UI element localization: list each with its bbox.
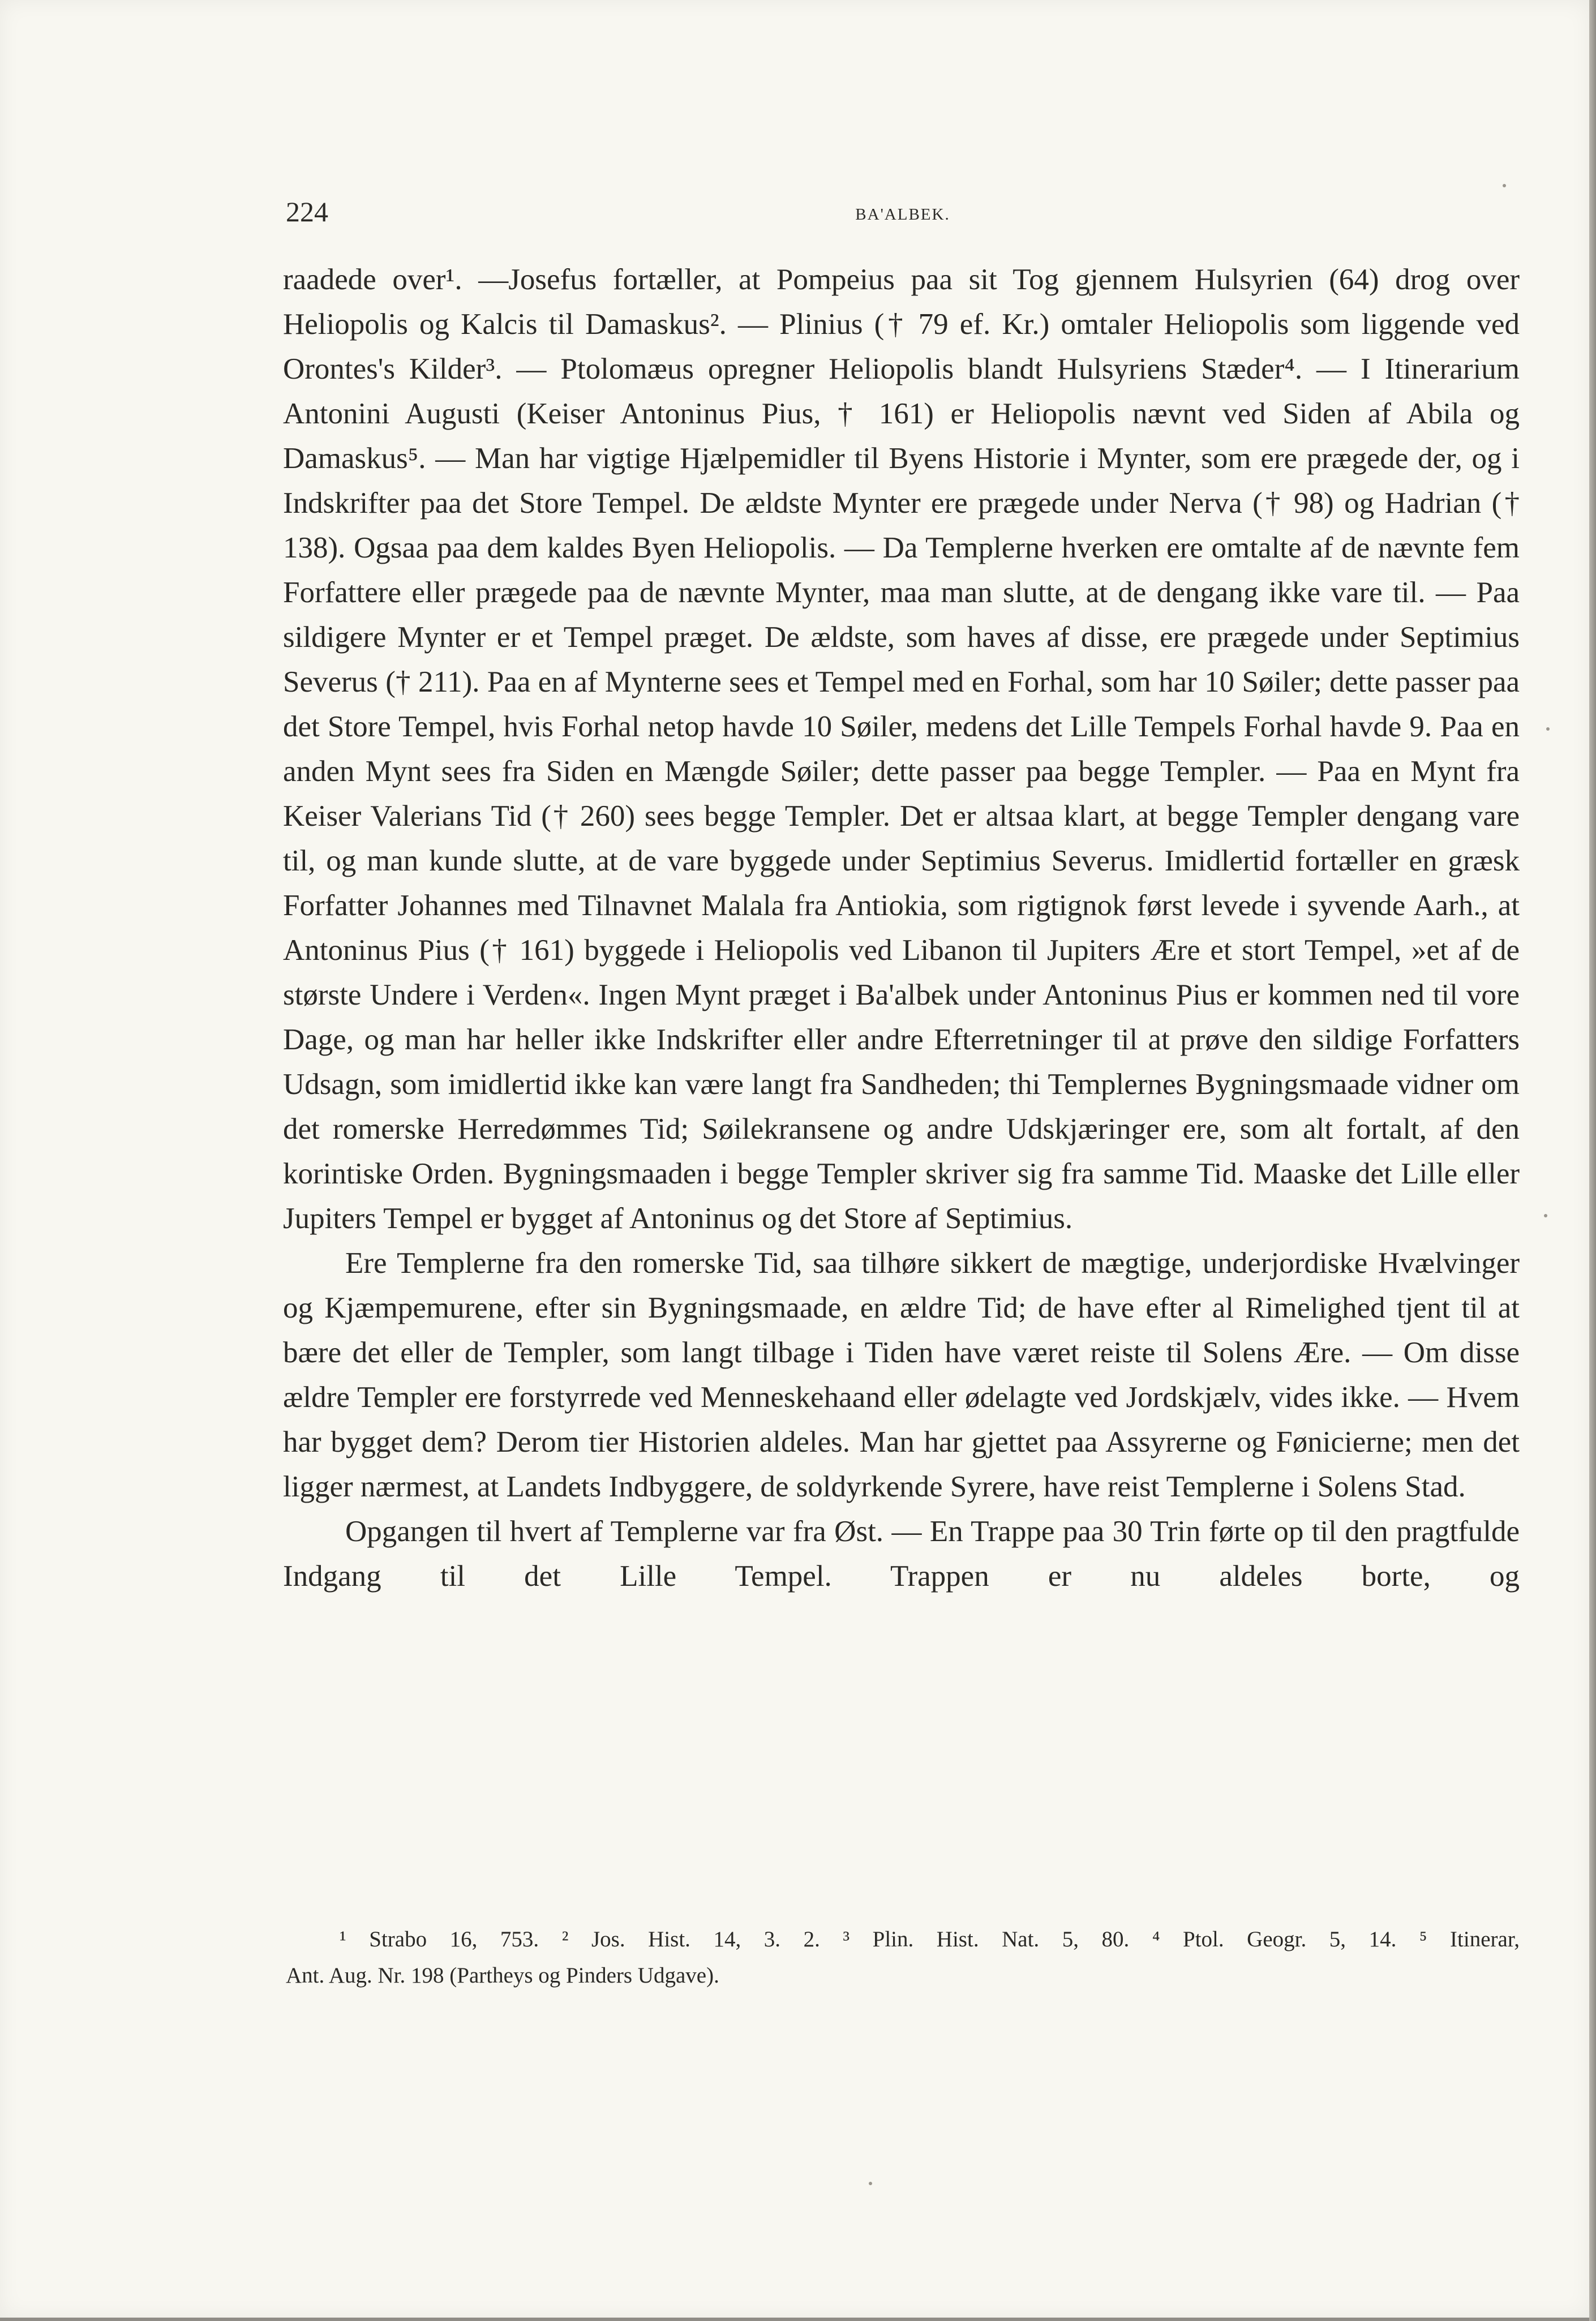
paper-speck [869, 2182, 872, 2185]
paragraph-3: Opgangen til hvert af Templerne var fra Øst. — En Trappe paa 30 Trin førte op til den pragtfulde Indgang til det Lille Tempel. Trappen er nu aldeles borte, og [283, 1515, 1520, 1593]
paper-speck [1503, 184, 1506, 187]
paper-speck [1544, 1214, 1547, 1217]
paragraph-2: Ere Templerne fra den romerske Tid, saa tilhøre sikkert de mægtige, underjordiske Hvælvinger og Kjæmpemurene, efter sin Bygningsmaade, en ældre Tid; de have efter al Rimelighed tjent til at bære det eller de Templer, som langt tilbage i Tiden have været reiste til Solens Ære. — Om disse ældre Templer ere forstyrrede ved Menneskehaand eller ødelagte ved Jordskjælv, vides ikke. — Hvem har bygget dem? Derom tier Historien aldeles. Man har gjettet paa Assyrerne og Fønicierne; men det ligger nærmest, at Landets Indbyggere, de soldyrkende Syrere, have reist Templerne i Solens Stad. [283, 1247, 1520, 1503]
page-number: 224 [286, 196, 328, 228]
body-text [283, 258, 1520, 1599]
page-header [286, 195, 1520, 241]
paper-speck [1546, 727, 1550, 731]
running-head: BA'ALBEK. [855, 205, 950, 224]
footnote-line-1: ¹ Strabo 16, 753. ² Jos. Hist. 14, 3. 2. ³ Plin. Hist. Nat. 5, 80. ⁴ Ptol. Geogr. 5, 14. ⁵ Itinerar, [340, 1927, 1520, 1951]
paragraph-1: raadede over¹. —Josefus fortæller, at Pompeius paa sit Tog gjennem Hulsyrien (64) drog over Heliopolis og Kalcis til Damaskus². — Plinius († 79 ef. Kr.) omtaler Heliopolis som liggende ved Orontes's Kilder³. — Ptolomæus opregner Heliopolis blandt Hulsyriens Stæder⁴. — I Itinerarium Antonini Augusti (Keiser Antoninus Pius, † 161) er Heliopolis nævnt ved Siden af Abila og Damaskus⁵. — Man har vigtige Hjælpemidler til Byens Historie i Mynter, som ere prægede der, og i Indskrifter paa det Store Tempel. De ældste Mynter ere prægede under Nerva († 98) og Hadrian († 138). Ogsaa paa dem kaldes Byen Heliopolis. — Da Templerne hverken ere omtalte af de nævnte fem Forfattere eller prægede paa de nævnte Mynter, maa man slutte, at de dengang ikke vare til. — Paa sildigere Mynter er et Tempel præget. De ældste, som haves af disse, ere prægede under Septimius Severus († 211). Paa en af Mynterne sees et Tempel med en Forhal, som har 10 Søiler; dette passer paa det Store Tempel, hvis Forhal netop havde 10 Søiler, medens det Lille Tempels Forhal havde 9. Paa en anden Mynt sees fra Siden en Mængde Søiler; dette passer paa begge Templer. — Paa en Mynt fra Keiser Valerians Tid († 260) sees begge Templer. Det er altsaa klart, at begge Templer dengang vare til, og man kunde slutte, at de vare byggede under Septimius Severus. Imidlertid fortæller en græsk Forfatter Johannes med Tilnavnet Malala fra Antiokia, som rigtignok først levede i syvende Aarh., at Antoninus Pius († 161) byggede i Heliopolis ved Libanon til Jupiters Ære et stort Tempel, »et af de største Undere i Verden«. Ingen Mynt præget i Ba'albek under Antoninus Pius er kommen ned til vore Dage, og man har heller ikke Indskrifter eller andre Efterretninger til at prøve den sildige Forfatters Udsagn, som imidlertid ikke kan være langt fra Sandheden; thi Templernes Bygningsmaade vidner om det romerske Herredømmes Tid; Søilekransene og andre Udskjæringer ere, som alt fortalt, af den korintiske Orden. Bygningsmaaden i begge Templer skriver sig fra samme Tid. Maaske det Lille eller Jupiters Tempel er bygget af Antoninus og det Store af Septimius. [283, 263, 1520, 1235]
footnotes [286, 1921, 1520, 1994]
page-edge [1589, 0, 1596, 2321]
footnote-line-2: Ant. Aug. Nr. 198 (Partheys og Pinders Udgave). [286, 1963, 719, 1988]
